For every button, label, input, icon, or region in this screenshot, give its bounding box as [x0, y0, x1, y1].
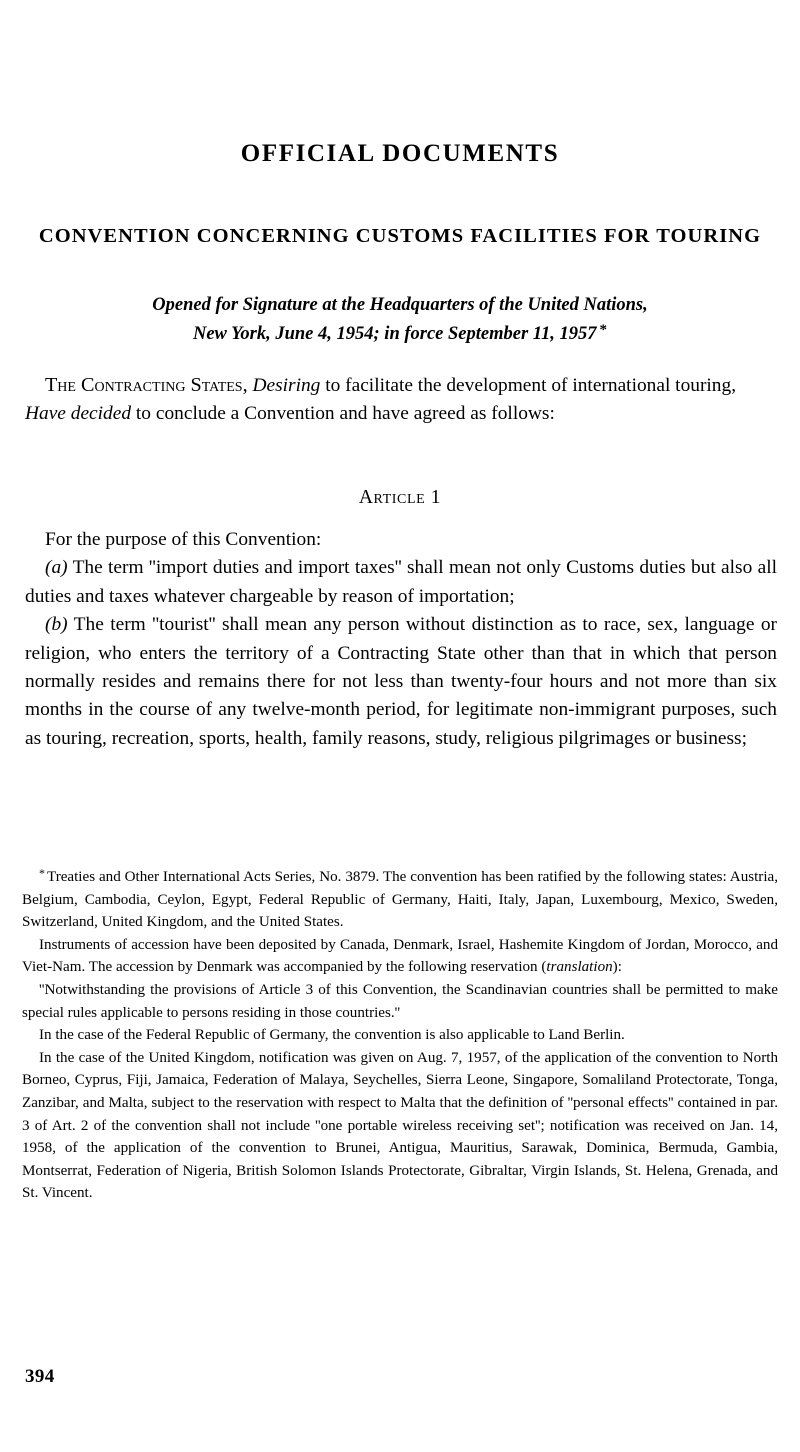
article-lead-in: For the purpose of this Convention: [45, 529, 322, 550]
footnote-marker-icon: * [599, 322, 608, 339]
footnote-text-2b: ): [612, 959, 622, 976]
item-label-a: (a) [45, 557, 68, 579]
item-text-a: The term ''import duties and import taxes'' shall mean not only Customs duties but also all duties and taxes whatever chargeable by reason of importation; [25, 557, 777, 607]
translation-italic: translation [546, 959, 613, 976]
article-body [25, 526, 777, 753]
item-label-b: (b) [45, 614, 68, 636]
page-title: OFFICIAL DOCUMENTS [240, 140, 560, 167]
preamble-rest-2: to conclude a Convention and have agreed as follows: [131, 403, 555, 425]
desiring-italic: Desiring [252, 375, 321, 396]
footnote-paragraph-1 [22, 862, 778, 934]
article-item-b [25, 611, 777, 753]
footnote-text-2a: Instruments of accession have been deposited by Canada, Denmark, Israel, Hashemite Kingdom of Jordan, Morocco, and Viet-Nam. The accession by Denmark was accompanied by the following reservation ( [22, 936, 778, 976]
subtitle-line-2: New York, June 4, 1954; in force September 11, 1957 [192, 324, 597, 345]
article-item-a [25, 554, 777, 611]
convention-title: CONVENTION CONCERNING CUSTOMS FACILITIES FOR TOURING [38, 225, 762, 247]
have-decided-italic: Have decided [25, 403, 132, 425]
preamble-rest-1: to facilitate the development of international touring, [320, 375, 737, 396]
page-number: 394 [25, 1366, 55, 1387]
footnote-text-1: Treaties and Other International Acts Series, No. 3879. The convention has been ratified by the following states: Austria, Belgium, Cambodia, Ceylon, Egypt, Federal Republic of Germany, Haiti, Italy, Japan, Luxembourg, Mexico, Sweden, Switzerland, United Kingdom, and the United States. [22, 869, 778, 931]
footnote-paragraph-4: In the case of the Federal Republic of Germany, the convention is also applicable to Land Berlin. [39, 1027, 625, 1044]
subtitle-line-1: Opened for Signature at the Headquarters of the United Nations, [152, 295, 648, 315]
footnote-paragraph-5: In the case of the United Kingdom, notification was given on Aug. 7, 1957, of the application of the convention to North Borneo, Cyprus, Fiji, Jamaica, Federation of Malaya, Seychelles, Sierra Leone, Singapore, Somaliland Protectorate, Tonga, Zanzibar, and Malta, subject to the reservation with respect to Malta that the definition of ''personal effects'' contained in par. 3 of Art. 2 of the convention shall not include ''one portable wireless receiving set''; notification was received on Jan. 14, 1958, of the application of the convention to Brunei, Antigua, Mauritius, Sarawak, Dominica, Bermuda, Gambia, Montserrat, Federation of Nigeria, British Solomon Islands Protectorate, Gibraltar, Virgin Islands, St. Helena, Grenada, and St. Vincent. [22, 1049, 778, 1202]
preamble-paragraph-1 [25, 371, 777, 400]
asterisk-icon: * [39, 866, 45, 880]
preamble-paragraph-2 [25, 400, 777, 428]
article-heading: Article 1 [358, 487, 442, 508]
preamble-block [25, 371, 777, 428]
item-text-b: The term ''tourist'' shall mean any person without distinction as to race, sex, language or religion, who enters the territory of a Contracting State other than that in which that person normally resides and remains there for not less than twenty-four hours and not more than six months in the course of any twelve-month period, for legitimate non-immigrant purposes, such as touring, recreation, sports, health, family reasons, study, religious pilgrimages or business; [25, 614, 777, 749]
contracting-states-label: The Contracting States, [45, 374, 248, 396]
footnote-paragraph-2 [22, 934, 778, 979]
footnote-paragraph-3: ''Notwithstanding the provisions of Article 3 of this Convention, the Scandinavian countries shall be permitted to make special rules applicable to persons residing in those countries.'' [22, 981, 778, 1021]
signature-subtitle [40, 291, 760, 348]
footnote-block [22, 862, 778, 1205]
